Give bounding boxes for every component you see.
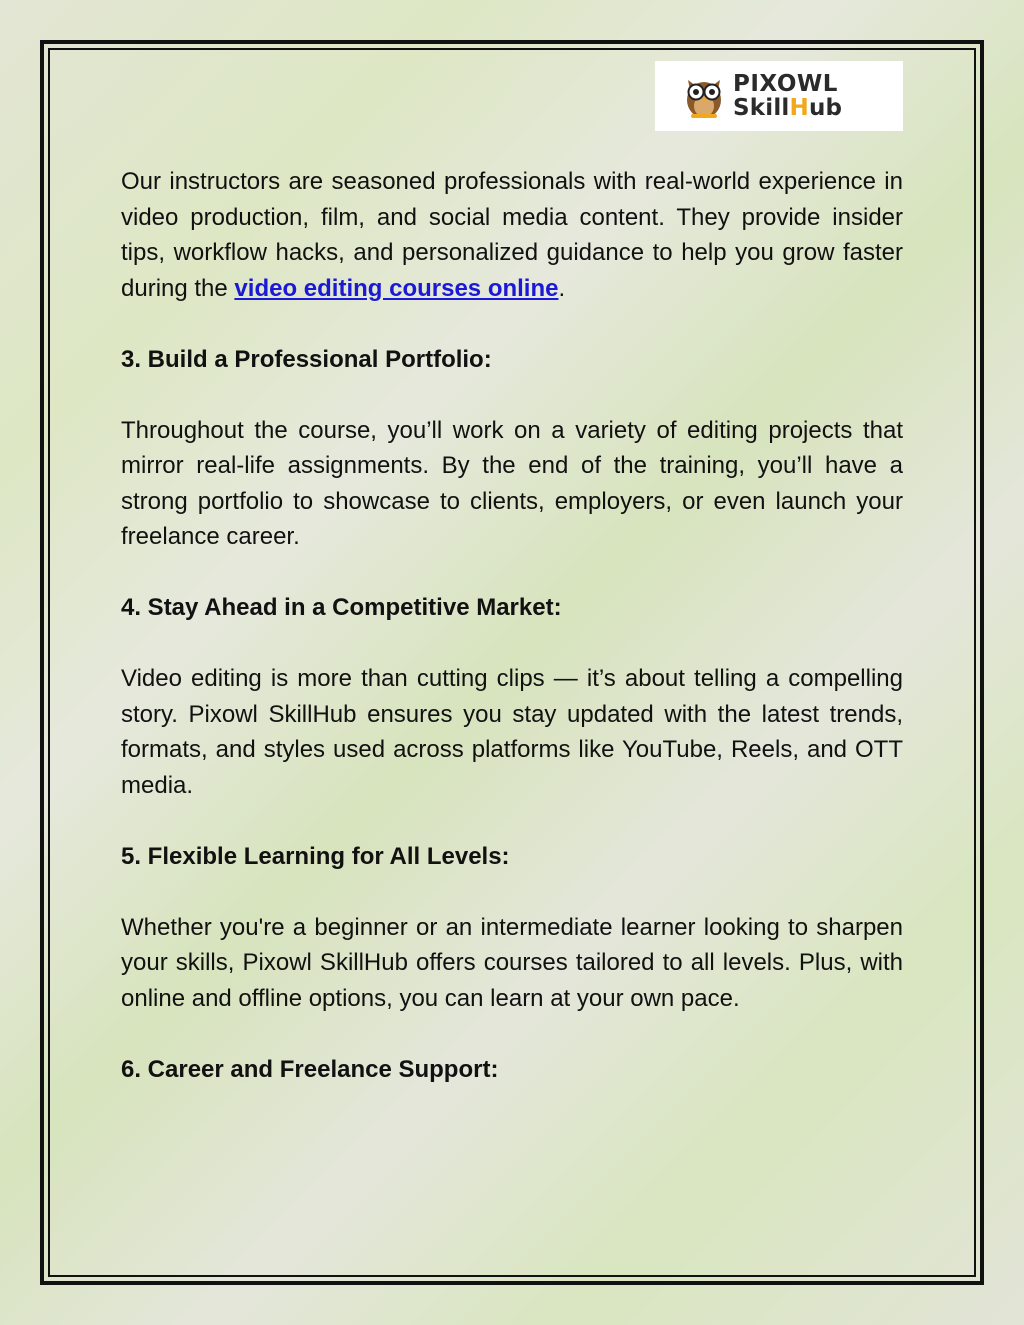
- section-body-competitive-market: Video editing is more than cutting clips — it’s about telling a compelling story. Pixowl SkillHub ensures you stay updated with the latest trends, formats, and styles used across platforms like YouTube, Reels, and OTT media.: [121, 665, 903, 799]
- section-heading-competitive-market: 4. Stay Ahead in a Competitive Market:: [121, 594, 562, 621]
- logo-wordmark: [733, 70, 843, 121]
- intro-text: Our instructors are seasoned professionals with real-world experience in video production, film, and social media content. They provide insider tips, workflow hacks, and personalized guidance to help you grow faster during the: [121, 168, 903, 302]
- intro-paragraph: [121, 164, 903, 306]
- pixowl-skillhub-logo: [655, 61, 903, 131]
- document-body: [121, 164, 903, 1123]
- logo-line-pixowl: PIXOWL: [733, 70, 838, 97]
- section-heading-career-support: 6. Career and Freelance Support:: [121, 1055, 499, 1083]
- section-body-flexible-learning: Whether you're a beginner or an intermediate learner looking to sharpen your skills, Pixowl SkillHub offers courses tailored to all levels. Plus, with online and offline options, you can learn at your own pace.: [121, 913, 903, 1012]
- owl-icon: [683, 72, 725, 120]
- section-heading-portfolio: 3. Build a Professional Portfolio:: [121, 345, 492, 373]
- logo-line-skillhub: [733, 94, 843, 121]
- logo-ub-text: ub: [808, 94, 843, 121]
- section-body-portfolio: Throughout the course, you’ll work on a variety of editing projects that mirror real-life assignments. By the end of the training, you’ll have a strong portfolio to showcase to clients, employers, or even launch your freelance career.: [121, 416, 903, 550]
- section-heading-flexible-learning: 5. Flexible Learning for All Levels:: [121, 842, 510, 870]
- logo-skill-text: Skill: [733, 94, 790, 121]
- logo-h-accent: H: [789, 94, 809, 121]
- video-editing-courses-link[interactable]: video editing courses online: [234, 274, 559, 302]
- intro-period: .: [558, 274, 566, 302]
